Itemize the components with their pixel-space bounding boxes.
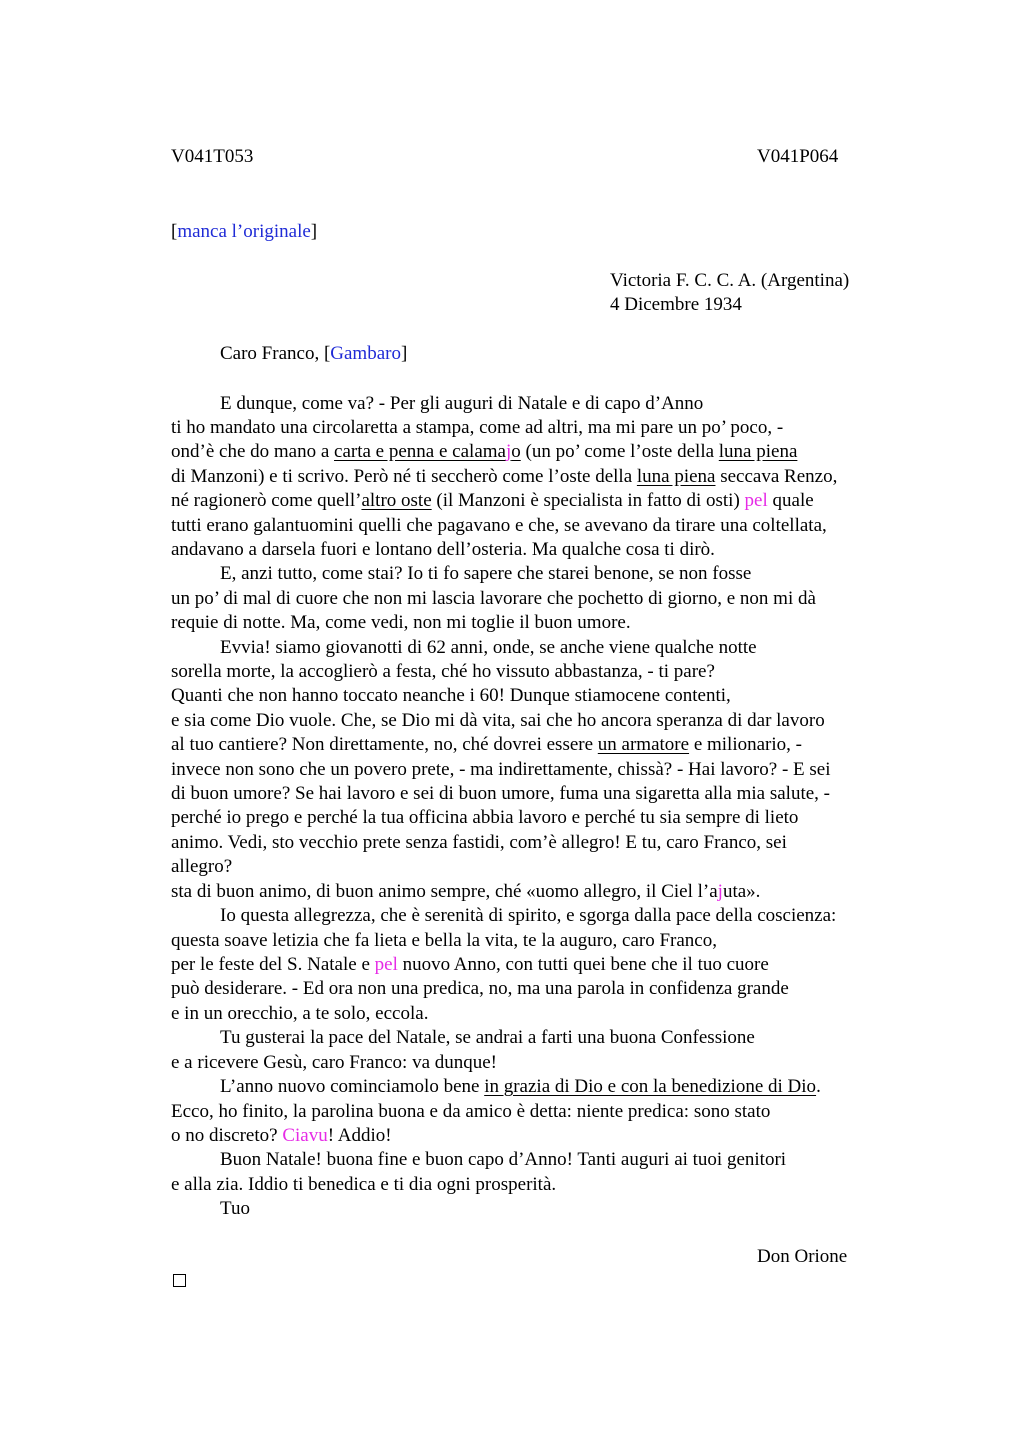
body-line-30: Ecco, ho finito, la parolina buona e da amico è detta: niente predica: sono stato [171,1101,771,1122]
text-run: seccava Renzo, [715,466,838,487]
underlined-run: in grazia di Dio e con la benedizione di Dio [484,1076,817,1097]
note-bracket-open: [ [171,221,178,242]
text-run: di Manzoni) e ti scrivo. Però né ti seccherò come l’oste della [171,466,637,487]
editorial-note [171,221,317,243]
body-line-14: e sia come Dio vuole. Che, se Dio mi dà vita, sai che ho ancora speranza di dar lavoro [171,710,825,731]
text-run: (il Manzoni è specialista in fatto di osti) [431,490,745,511]
text-run: uta». [722,881,761,902]
salutation-close: ] [400,343,408,364]
right-code: V041P064 [757,146,839,167]
body-line-4 [171,465,837,489]
body-line-26: e in un orecchio, a te solo, eccola. [171,1003,429,1024]
text-run: al tuo cantiere? Non direttamente, no, ché dovrei essere [171,734,598,755]
body-line-18: perché io prego e perché la tua officina abbia lavoro e perché tu sia sempre di lieto [171,807,799,828]
left-code: V041T053 [171,146,254,167]
editorial-highlight: j [717,881,723,902]
body-line-11: Evvia! siamo giovanotti di 62 anni, onde, se anche viene qualche notte [220,637,757,658]
text-run: . [816,1076,821,1097]
text-run: L’anno nuovo cominciamolo bene [220,1076,485,1097]
body-line-24 [171,953,769,977]
body-line-7: andavano a darsela fuori e lontano dell’osteria. Ma qualche cosa ti dirò. [171,539,715,560]
text-run: o [511,441,521,462]
salutation-text: Caro Franco, [ [220,343,331,364]
salutation-name: Gambaro [330,343,401,364]
text-run: né ragionerò come quell’ [171,490,362,511]
editorial-highlight: j [505,441,512,462]
text-run: nuovo Anno, con tutti quei bene che il tuo cuore [397,954,769,975]
signature: Don Orione [757,1246,848,1267]
body-line-10: requie di notte. Ma, come vedi, non mi toglie il buon umore. [171,612,631,633]
body-line-29 [220,1075,821,1099]
underlined-run: luna piena [636,466,716,487]
body-line-3 [171,440,797,464]
date: 4 Dicembre 1934 [610,294,742,315]
text-run: sta di buon animo, di buon animo sempre, ché «uomo allegro, il Ciel l’a [171,881,718,902]
salutation [220,343,407,365]
body-line-5 [171,489,814,513]
body-line-31 [171,1124,392,1148]
body-line-27: Tu gusterai la pace del Natale, se andrai a farti una buona Confessione [220,1027,755,1048]
body-line-2: ti ho mandato una circolaretta a stampa, come ad altri, ma mi pare un po’ poco, - [171,417,784,438]
body-line-17: di buon umore? Se hai lavoro e sei di buon umore, fuma una sigaretta alla mia salute, - [171,783,830,804]
body-line-21 [171,880,760,904]
body-line-32: Buon Natale! buona fine e buon capo d’Anno! Tanti auguri ai tuoi genitori [220,1149,787,1170]
underlined-run: altro oste [361,490,432,511]
body-line-6: tutti erano galantuomini quelli che pagavano e che, se avevano da tirare una coltellata, [171,515,827,536]
body-line-34: Tuo [220,1198,250,1219]
underlined-run [334,441,521,462]
body-line-20: allegro? [171,856,233,877]
text-run: ond’è che do mano a [171,441,335,462]
body-line-13: Quanti che non hanno toccato neanche i 60! Dunque stiamocene contenti, [171,685,731,706]
note-text: manca l’originale [177,221,311,242]
body-line-16: invece non sono che un povero prete, - ma indirettamente, chissà? - Hai lavoro? - E sei [171,759,831,780]
text-run: e milionario, - [689,734,802,755]
body-line-12: sorella morte, la accoglierò a festa, ché ho vissuto abbastanza, - ti pare? [171,661,715,682]
body-line-22: Io questa allegrezza, che è serenità di spirito, e sgorga dalla pace della coscienza: [220,905,837,926]
editorial-highlight: pel [744,490,768,511]
body-line-19: animo. Vedi, sto vecchio prete senza fastidi, com’è allegro! E tu, caro Franco, sei [171,832,787,853]
body-line-33: e alla zia. Iddio ti benedica e ti dia ogni prosperità. [171,1174,557,1195]
body-line-25: può desiderare. - Ed ora non una predica, no, ma una parola in confidenza grande [171,978,789,999]
body-line-8: E, anzi tutto, come stai? Io ti fo sapere che starei benone, se non fosse [220,563,752,584]
body-line-1: E dunque, come va? - Per gli auguri di Natale e di capo d’Anno [220,393,704,414]
underlined-run: luna piena [718,441,798,462]
text-run: (un po’ come l’oste della [520,441,719,462]
text-run: ! Addio! [327,1125,392,1146]
text-run: quale [767,490,814,511]
editorial-highlight: Ciavu [282,1125,328,1146]
text-run: carta e penna e calama [334,441,506,462]
editorial-highlight: pel [374,954,398,975]
text-run: o no discreto? [171,1125,283,1146]
body-line-9: un po’ di mal di cuore che non mi lascia lavorare che pochetto di giorno, e non mi dà [171,588,816,609]
body-line-15 [171,733,802,757]
checkbox-square-icon [173,1274,186,1287]
place: Victoria F. C. C. A. (Argentina) [610,270,850,291]
body-line-28: e a ricevere Gesù, caro Franco: va dunque! [171,1052,498,1073]
text-run: per le feste del S. Natale e [171,954,375,975]
underlined-run: un armatore [597,734,690,755]
note-bracket-close: ] [310,221,318,242]
body-line-23: questa soave letizia che fa lieta e bella la vita, te la auguro, caro Franco, [171,930,717,951]
